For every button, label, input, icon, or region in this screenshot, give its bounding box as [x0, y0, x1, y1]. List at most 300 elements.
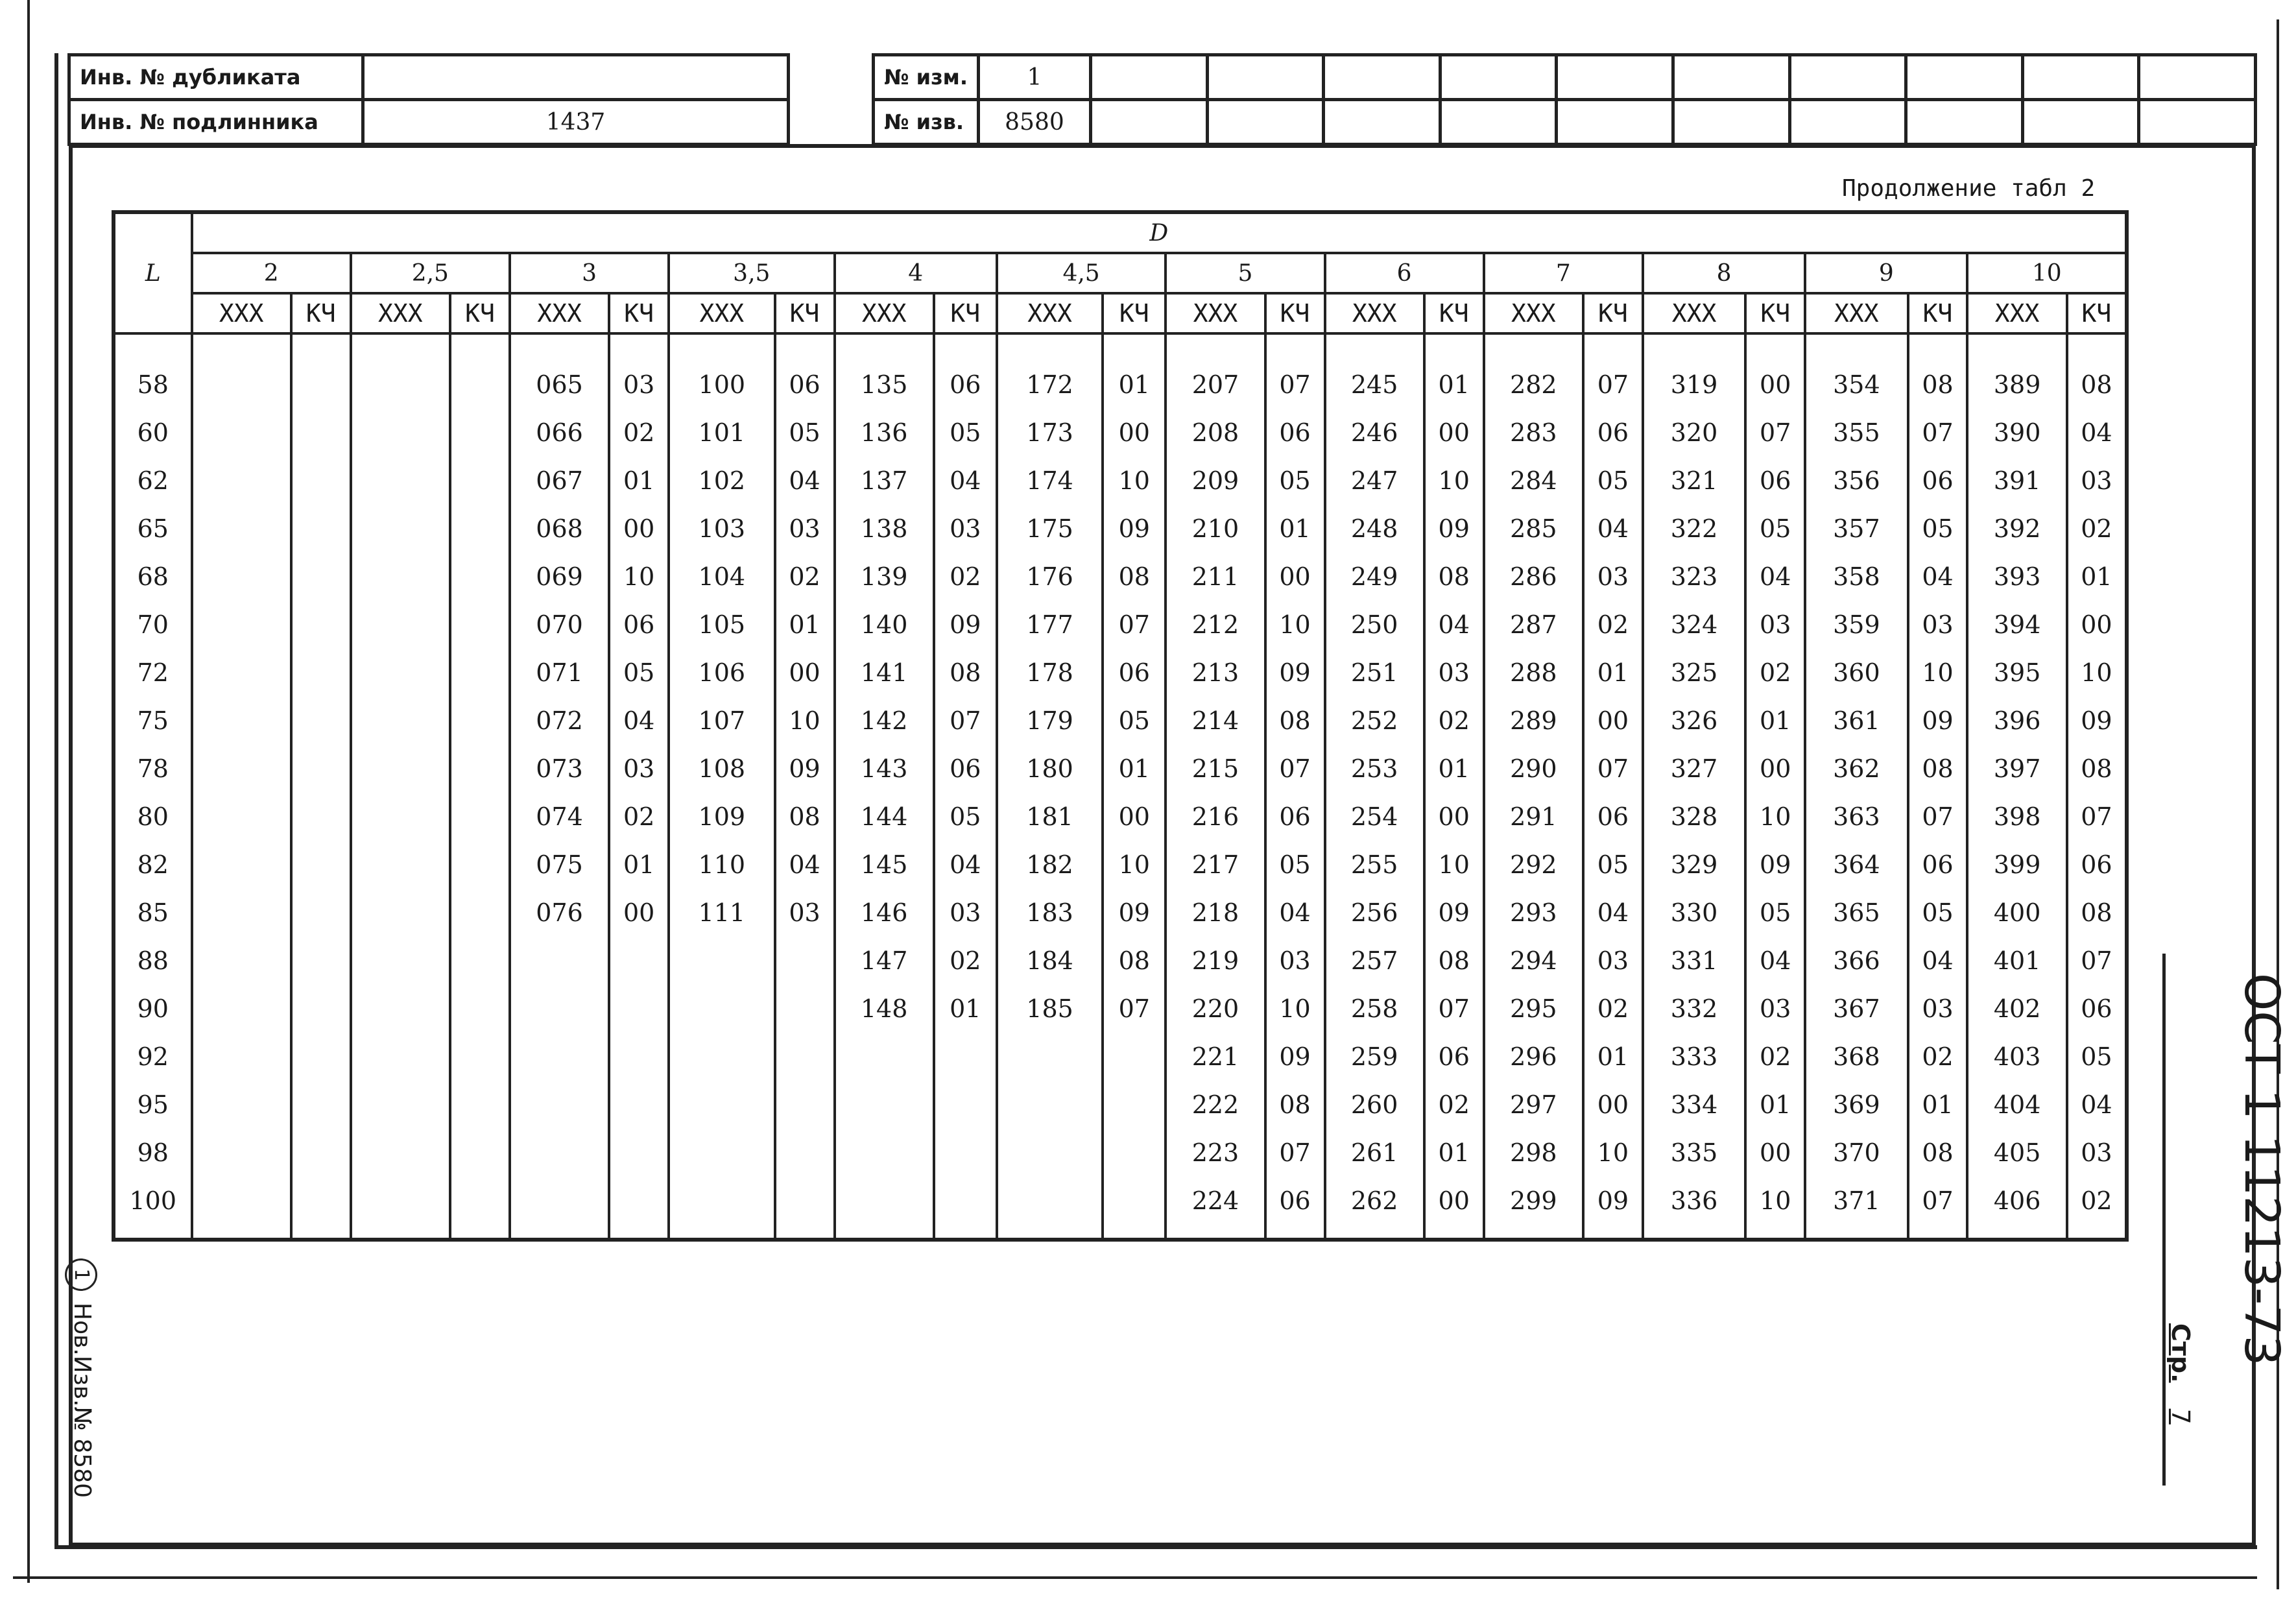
xxx-cell — [835, 1129, 934, 1177]
xxx-cell: 179 — [997, 697, 1103, 745]
kch-cell: 05 — [1745, 505, 1805, 553]
xxx-cell: 175 — [997, 505, 1103, 553]
xxx-cell — [192, 505, 291, 553]
kch-cell: 08 — [775, 793, 835, 841]
revision-stamp — [872, 53, 2257, 146]
revision-blank-cell — [1090, 100, 1207, 145]
xxx-cell: 292 — [1484, 841, 1583, 889]
xxx-cell: 100 — [669, 333, 774, 409]
xxx-cell: 357 — [1805, 505, 1907, 553]
xxx-cell: 335 — [1643, 1129, 1745, 1177]
kch-cell — [450, 841, 510, 889]
kch-cell — [450, 937, 510, 985]
table-row — [114, 409, 2127, 457]
kch-cell — [1103, 1129, 1166, 1177]
xxx-cell: 330 — [1643, 889, 1745, 937]
xxx-cell: 214 — [1166, 697, 1265, 745]
xxx-cell: 355 — [1805, 409, 1907, 457]
table-row — [114, 985, 2127, 1033]
kch-cell: 04 — [934, 457, 997, 505]
revision-circle-marker: 1 — [65, 1258, 97, 1291]
xxx-cell — [351, 505, 450, 553]
xxx-cell: 066 — [510, 409, 609, 457]
kch-cell: 02 — [775, 553, 835, 601]
table-row — [114, 1081, 2127, 1129]
xxx-subheader: XXX — [1166, 293, 1265, 333]
xxx-subheader: XXX — [1967, 293, 2066, 333]
kch-cell: 06 — [934, 333, 997, 409]
xxx-cell: 282 — [1484, 333, 1583, 409]
xxx-cell: 215 — [1166, 745, 1265, 793]
xxx-cell — [351, 1081, 450, 1129]
kch-cell: 00 — [1745, 1129, 1805, 1177]
xxx-cell — [997, 1177, 1103, 1240]
xxx-cell — [835, 1177, 934, 1240]
xxx-cell — [351, 601, 450, 649]
xxx-cell — [835, 1081, 934, 1129]
kch-cell: 08 — [1424, 553, 1484, 601]
table-row — [114, 793, 2127, 841]
kch-cell: 04 — [775, 841, 835, 889]
kch-cell: 10 — [1424, 457, 1484, 505]
kch-cell: 02 — [1424, 1081, 1484, 1129]
xxx-cell: 389 — [1967, 333, 2066, 409]
kch-cell: 04 — [1424, 601, 1484, 649]
xxx-cell: 108 — [669, 745, 774, 793]
kch-cell: 02 — [609, 409, 669, 457]
revision-blank-cell — [1673, 100, 1789, 145]
xxx-cell: 323 — [1643, 553, 1745, 601]
kch-cell — [450, 889, 510, 937]
xxx-cell: 290 — [1484, 745, 1583, 793]
xxx-cell: 144 — [835, 793, 934, 841]
revision-blank-cell — [2139, 100, 2256, 145]
xxx-cell — [669, 937, 774, 985]
length-value: 80 — [114, 793, 192, 841]
kch-cell: 06 — [1265, 1177, 1325, 1240]
kch-cell: 10 — [609, 553, 669, 601]
kch-cell: 06 — [1908, 457, 1968, 505]
kch-cell: 06 — [1583, 793, 1643, 841]
diameter-group-header: 8 — [1643, 253, 1805, 293]
xxx-cell: 208 — [1166, 409, 1265, 457]
kch-cell: 00 — [775, 649, 835, 697]
xxx-cell — [351, 937, 450, 985]
kch-cell: 02 — [934, 937, 997, 985]
xxx-cell: 293 — [1484, 889, 1583, 937]
xxx-cell: 260 — [1325, 1081, 1424, 1129]
kch-cell: 02 — [2067, 505, 2127, 553]
kch-cell: 01 — [934, 985, 997, 1033]
xxx-cell — [669, 1081, 774, 1129]
xxx-cell — [510, 937, 609, 985]
kch-cell — [291, 1081, 351, 1129]
xxx-cell: 222 — [1166, 1081, 1265, 1129]
diameter-group-header: 6 — [1325, 253, 1484, 293]
kch-cell: 06 — [1583, 409, 1643, 457]
xxx-cell: 287 — [1484, 601, 1583, 649]
kch-subheader: КЧ — [1103, 293, 1166, 333]
length-value: 60 — [114, 409, 192, 457]
xxx-cell: 284 — [1484, 457, 1583, 505]
kch-cell — [291, 649, 351, 697]
xxx-cell: 136 — [835, 409, 934, 457]
kch-cell — [291, 937, 351, 985]
xxx-cell: 180 — [997, 745, 1103, 793]
xxx-cell: 070 — [510, 601, 609, 649]
kch-cell: 07 — [1908, 1177, 1968, 1240]
xxx-cell: 207 — [1166, 333, 1265, 409]
kch-cell: 09 — [1265, 1033, 1325, 1081]
revision-blank-cell — [1207, 100, 1324, 145]
kch-cell: 07 — [2067, 937, 2127, 985]
xxx-cell — [510, 1177, 609, 1240]
xxx-cell: 296 — [1484, 1033, 1583, 1081]
xxx-cell — [192, 1081, 291, 1129]
kch-cell: 00 — [1745, 333, 1805, 409]
page-label: Стр. — [2166, 1323, 2195, 1383]
kch-cell — [450, 457, 510, 505]
kch-cell: 04 — [1908, 937, 1968, 985]
kch-cell — [450, 409, 510, 457]
xxx-cell: 252 — [1325, 697, 1424, 745]
xxx-cell: 328 — [1643, 793, 1745, 841]
diameter-group-header: 10 — [1967, 253, 2127, 293]
kch-cell — [450, 333, 510, 409]
kch-cell: 04 — [775, 457, 835, 505]
kch-cell: 07 — [2067, 793, 2127, 841]
kch-cell: 09 — [775, 745, 835, 793]
diameter-group-header: 9 — [1805, 253, 1967, 293]
xxx-cell: 370 — [1805, 1129, 1907, 1177]
kch-cell: 00 — [1424, 793, 1484, 841]
kch-cell: 00 — [1583, 1081, 1643, 1129]
kch-cell: 00 — [2067, 601, 2127, 649]
xxx-cell: 390 — [1967, 409, 2066, 457]
xxx-cell — [192, 745, 291, 793]
kch-cell: 06 — [609, 601, 669, 649]
kch-cell: 00 — [1424, 409, 1484, 457]
xxx-cell: 068 — [510, 505, 609, 553]
xxx-cell — [192, 457, 291, 505]
xxx-cell: 220 — [1166, 985, 1265, 1033]
xxx-cell: 181 — [997, 793, 1103, 841]
kch-cell: 01 — [2067, 553, 2127, 601]
kch-cell — [291, 985, 351, 1033]
xxx-cell: 247 — [1325, 457, 1424, 505]
xxx-subheader: XXX — [997, 293, 1103, 333]
xxx-cell: 212 — [1166, 601, 1265, 649]
kch-cell: 10 — [1745, 1177, 1805, 1240]
revision-note — [65, 1258, 97, 1498]
page-number: 7 — [2166, 1408, 2195, 1425]
kch-cell — [450, 1129, 510, 1177]
xxx-cell — [351, 333, 450, 409]
xxx-cell: 072 — [510, 697, 609, 745]
xxx-cell — [351, 409, 450, 457]
kch-cell: 04 — [1908, 553, 1968, 601]
xxx-cell: 295 — [1484, 985, 1583, 1033]
kch-subheader: КЧ — [1424, 293, 1484, 333]
xxx-cell: 251 — [1325, 649, 1424, 697]
kch-cell — [775, 1129, 835, 1177]
xxx-subheader: XXX — [1805, 293, 1907, 333]
xxx-cell: 173 — [997, 409, 1103, 457]
kch-cell — [450, 601, 510, 649]
xxx-cell: 285 — [1484, 505, 1583, 553]
kch-cell: 09 — [2067, 697, 2127, 745]
xxx-cell — [351, 793, 450, 841]
kch-cell — [450, 985, 510, 1033]
xxx-cell: 404 — [1967, 1081, 2066, 1129]
xxx-cell: 174 — [997, 457, 1103, 505]
xxx-cell — [192, 889, 291, 937]
xxx-cell — [669, 1129, 774, 1177]
kch-cell: 03 — [1908, 601, 1968, 649]
kch-cell: 01 — [1908, 1081, 1968, 1129]
kch-cell: 09 — [1424, 889, 1484, 937]
kch-cell: 09 — [1103, 889, 1166, 937]
kch-cell: 04 — [1745, 553, 1805, 601]
xxx-cell: 176 — [997, 553, 1103, 601]
xxx-cell — [510, 1033, 609, 1081]
xxx-cell: 246 — [1325, 409, 1424, 457]
diameter-group-header: 4 — [835, 253, 997, 293]
kch-cell — [450, 1033, 510, 1081]
xxx-cell — [669, 985, 774, 1033]
kch-cell — [450, 1081, 510, 1129]
xxx-cell: 326 — [1643, 697, 1745, 745]
kch-cell: 07 — [1908, 409, 1968, 457]
xxx-cell: 209 — [1166, 457, 1265, 505]
length-header: L — [114, 212, 192, 333]
diameter-group-header: 3 — [510, 253, 669, 293]
kch-cell: 04 — [1265, 889, 1325, 937]
xxx-cell: 403 — [1967, 1033, 2066, 1081]
kch-subheader: КЧ — [1908, 293, 1968, 333]
kch-cell: 07 — [1745, 409, 1805, 457]
kch-cell: 07 — [1908, 793, 1968, 841]
revision-blank-cell — [1789, 100, 1906, 145]
kch-cell: 01 — [1424, 1129, 1484, 1177]
xxx-cell: 065 — [510, 333, 609, 409]
kch-cell: 02 — [934, 553, 997, 601]
inventory-stamp — [67, 53, 790, 146]
xxx-cell: 211 — [1166, 553, 1265, 601]
revision-blank-cell — [1673, 55, 1789, 100]
xxx-cell: 250 — [1325, 601, 1424, 649]
xxx-cell: 216 — [1166, 793, 1265, 841]
kch-subheader: КЧ — [1265, 293, 1325, 333]
xxx-cell: 105 — [669, 601, 774, 649]
kch-cell: 00 — [1265, 553, 1325, 601]
xxx-cell — [351, 1033, 450, 1081]
kch-cell: 09 — [1424, 505, 1484, 553]
xxx-cell: 395 — [1967, 649, 2066, 697]
kch-cell: 06 — [1908, 841, 1968, 889]
kch-cell: 09 — [1103, 505, 1166, 553]
kch-cell: 00 — [1103, 793, 1166, 841]
duplicate-inv-label: Инв. № дубликата — [69, 55, 363, 100]
kch-cell: 03 — [934, 505, 997, 553]
xxx-cell: 358 — [1805, 553, 1907, 601]
kch-cell: 05 — [934, 793, 997, 841]
xxx-cell: 256 — [1325, 889, 1424, 937]
kch-cell — [934, 1081, 997, 1129]
kch-cell — [609, 1177, 669, 1240]
kch-cell: 06 — [1265, 409, 1325, 457]
kch-cell: 01 — [1103, 745, 1166, 793]
xxx-cell: 298 — [1484, 1129, 1583, 1177]
xxx-cell: 319 — [1643, 333, 1745, 409]
kch-cell — [291, 1033, 351, 1081]
xxx-cell — [351, 1129, 450, 1177]
revision-blank-cell — [1789, 55, 1906, 100]
xxx-cell — [192, 409, 291, 457]
length-value: 68 — [114, 553, 192, 601]
xxx-cell: 297 — [1484, 1081, 1583, 1129]
xxx-cell: 177 — [997, 601, 1103, 649]
length-value: 75 — [114, 697, 192, 745]
kch-cell: 06 — [1265, 793, 1325, 841]
xxx-cell: 336 — [1643, 1177, 1745, 1240]
kch-cell — [291, 601, 351, 649]
kch-cell: 08 — [1908, 333, 1968, 409]
kch-cell: 05 — [1908, 889, 1968, 937]
xxx-cell: 145 — [835, 841, 934, 889]
kch-cell: 09 — [1745, 841, 1805, 889]
xxx-cell: 399 — [1967, 841, 2066, 889]
revision-blank-cell — [2022, 55, 2139, 100]
table-row — [114, 505, 2127, 553]
kch-cell: 00 — [609, 505, 669, 553]
kch-cell: 03 — [609, 333, 669, 409]
xxx-cell: 364 — [1805, 841, 1907, 889]
xxx-cell: 299 — [1484, 1177, 1583, 1240]
kch-cell: 00 — [1424, 1177, 1484, 1240]
kch-cell — [291, 1177, 351, 1240]
kch-cell: 02 — [2067, 1177, 2127, 1240]
kch-cell: 01 — [609, 841, 669, 889]
xxx-cell: 111 — [669, 889, 774, 937]
length-value: 62 — [114, 457, 192, 505]
xxx-cell: 366 — [1805, 937, 1907, 985]
revision-blank-cell — [1557, 55, 1673, 100]
xxx-cell — [192, 553, 291, 601]
kch-cell: 02 — [1583, 601, 1643, 649]
kch-cell — [291, 333, 351, 409]
xxx-cell: 321 — [1643, 457, 1745, 505]
kch-cell: 09 — [934, 601, 997, 649]
xxx-cell: 288 — [1484, 649, 1583, 697]
xxx-cell — [669, 1033, 774, 1081]
kch-cell: 06 — [1103, 649, 1166, 697]
kch-cell — [775, 1177, 835, 1240]
kch-subheader: КЧ — [609, 293, 669, 333]
kch-cell: 03 — [775, 889, 835, 937]
xxx-cell: 147 — [835, 937, 934, 985]
kch-cell: 02 — [1908, 1033, 1968, 1081]
revision-blank-cell — [2139, 55, 2256, 100]
xxx-cell: 182 — [997, 841, 1103, 889]
xxx-cell: 253 — [1325, 745, 1424, 793]
xxx-cell: 213 — [1166, 649, 1265, 697]
xxx-cell: 261 — [1325, 1129, 1424, 1177]
kch-cell: 08 — [1103, 937, 1166, 985]
kch-cell — [609, 1033, 669, 1081]
revision-blank-cell — [1090, 55, 1207, 100]
xxx-cell: 291 — [1484, 793, 1583, 841]
xxx-cell: 400 — [1967, 889, 2066, 937]
kch-cell: 03 — [1745, 601, 1805, 649]
kch-cell — [291, 697, 351, 745]
kch-cell: 10 — [1908, 649, 1968, 697]
length-value: 85 — [114, 889, 192, 937]
xxx-subheader: XXX — [192, 293, 291, 333]
kch-cell — [450, 1177, 510, 1240]
title-block-rule — [2162, 954, 2166, 1486]
table-row — [114, 601, 2127, 649]
kch-cell — [291, 553, 351, 601]
revision-blank-cell — [1906, 100, 2023, 145]
xxx-cell: 142 — [835, 697, 934, 745]
kch-cell: 01 — [1583, 649, 1643, 697]
kch-cell — [775, 985, 835, 1033]
kch-subheader: КЧ — [934, 293, 997, 333]
xxx-cell — [351, 649, 450, 697]
kch-cell: 10 — [1265, 601, 1325, 649]
xxx-cell: 172 — [997, 333, 1103, 409]
xxx-cell: 221 — [1166, 1033, 1265, 1081]
xxx-cell: 076 — [510, 889, 609, 937]
kch-cell: 05 — [1745, 889, 1805, 937]
kch-cell — [291, 889, 351, 937]
xxx-cell: 103 — [669, 505, 774, 553]
kch-cell — [450, 649, 510, 697]
table-row — [114, 457, 2127, 505]
duplicate-inv-value — [363, 55, 789, 100]
xxx-cell: 324 — [1643, 601, 1745, 649]
xxx-cell — [192, 937, 291, 985]
kch-cell: 00 — [1583, 697, 1643, 745]
revision-blank-cell — [1557, 100, 1673, 145]
table-row — [114, 841, 2127, 889]
kch-cell: 10 — [1424, 841, 1484, 889]
xxx-cell: 178 — [997, 649, 1103, 697]
xxx-cell: 075 — [510, 841, 609, 889]
diameter-group-header: 3,5 — [669, 253, 834, 293]
revision-note-text: Нов.Изв.№ 8580 — [69, 1303, 95, 1498]
xxx-cell — [192, 333, 291, 409]
xxx-cell: 135 — [835, 333, 934, 409]
xxx-cell: 361 — [1805, 697, 1907, 745]
kch-cell: 09 — [1583, 1177, 1643, 1240]
xxx-cell — [835, 1033, 934, 1081]
xxx-cell: 322 — [1643, 505, 1745, 553]
standard-code: ОСТ 1 11213-73 — [2234, 973, 2290, 1366]
xxx-cell — [192, 601, 291, 649]
xxx-cell: 332 — [1643, 985, 1745, 1033]
kch-cell: 08 — [1908, 1129, 1968, 1177]
kch-cell — [291, 841, 351, 889]
xxx-cell: 254 — [1325, 793, 1424, 841]
kch-cell — [609, 1129, 669, 1177]
kch-cell: 08 — [2067, 889, 2127, 937]
kch-cell: 03 — [2067, 1129, 2127, 1177]
xxx-cell: 397 — [1967, 745, 2066, 793]
xxx-cell: 218 — [1166, 889, 1265, 937]
kch-cell: 04 — [934, 841, 997, 889]
